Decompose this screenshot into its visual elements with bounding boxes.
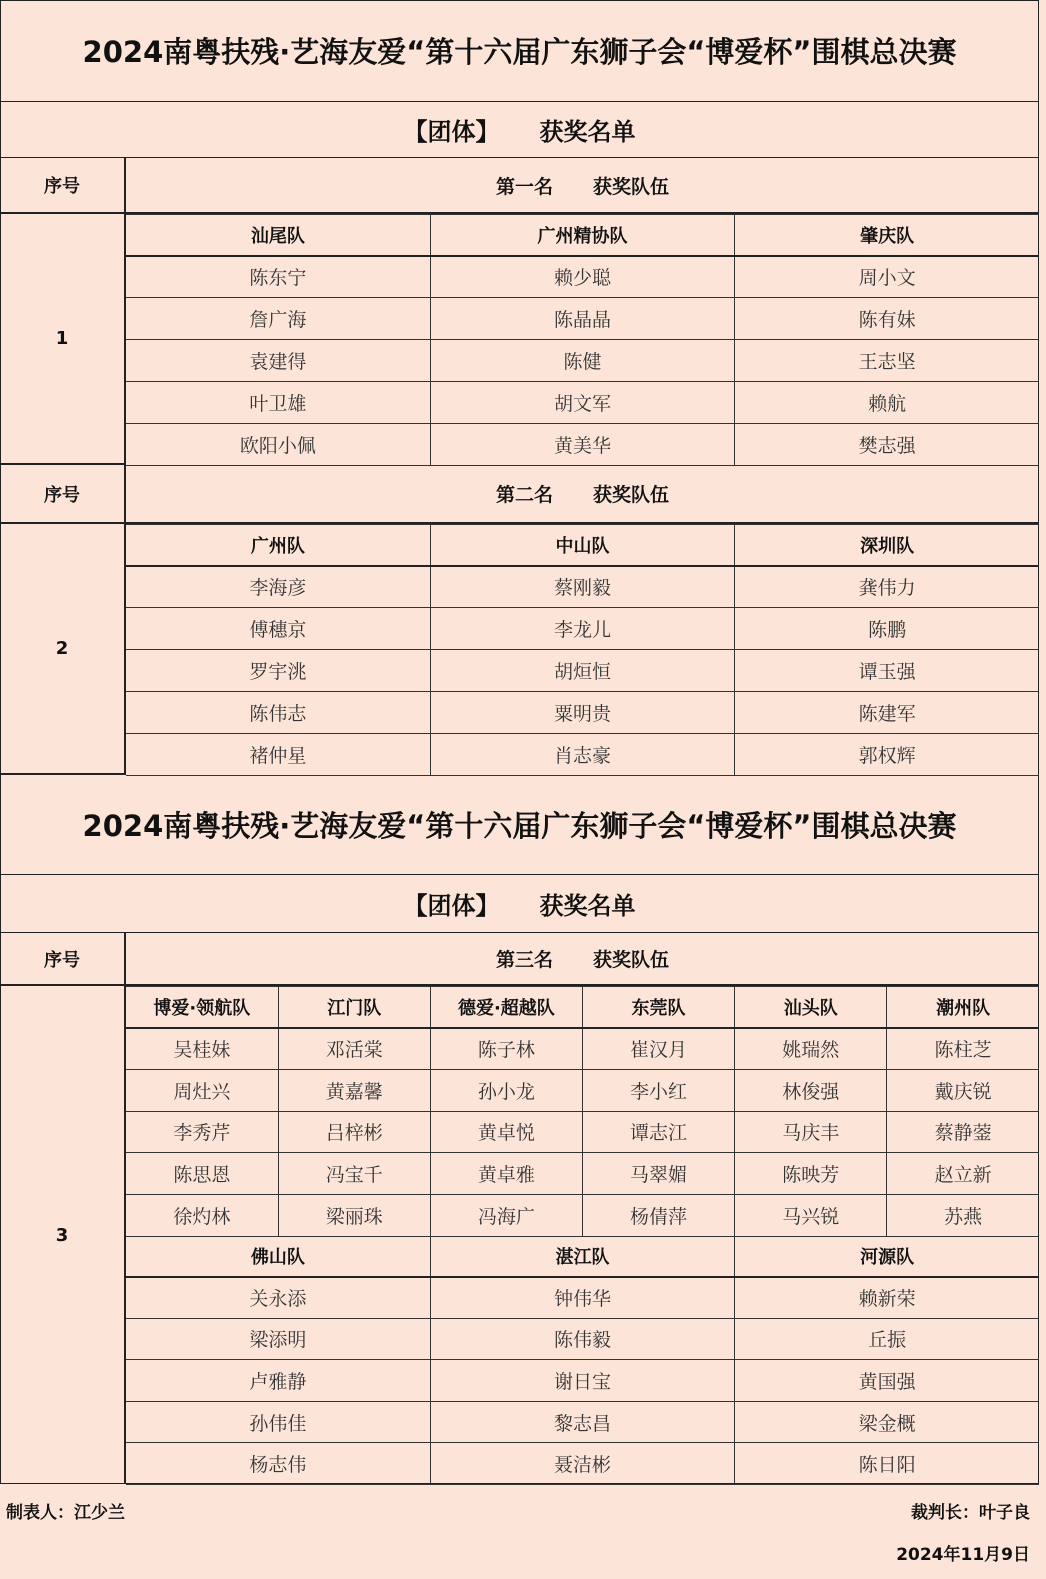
member-name: 蔡静蓥 (887, 1111, 1039, 1153)
member-name: 黄卓雅 (430, 1153, 582, 1195)
member-name: 叶卫雄 (126, 382, 430, 424)
table-row (126, 608, 1039, 650)
subtitle-left: 【团体】 (403, 892, 500, 920)
member-name: 聂洁彬 (430, 1443, 734, 1485)
member-name: 王志坚 (735, 340, 1039, 382)
table-row (126, 256, 1039, 298)
member-name: 李秀芹 (126, 1111, 278, 1153)
table-row (126, 1153, 1039, 1195)
member-name: 冯宝千 (278, 1153, 430, 1195)
seq-label: 序号 (0, 465, 126, 522)
page-subtitle (0, 102, 1039, 158)
member-name: 徐灼林 (126, 1195, 278, 1237)
team-name-header: 肇庆队 (735, 215, 1039, 256)
title-text: 2024南粤扶残·艺海友爱“第十六届广东狮子会“博爱杯”围棋总决赛 (82, 35, 957, 69)
table-row (126, 1443, 1039, 1485)
table-row (126, 1069, 1039, 1111)
member-name: 李海彦 (126, 566, 430, 608)
page-title (0, 0, 1039, 102)
team-name-header: 河源队 (735, 1237, 1039, 1277)
date-line: 2024年11月9日 (896, 1545, 1030, 1565)
table-row (126, 298, 1039, 340)
member-name: 黄卓悦 (430, 1111, 582, 1153)
member-name: 粟明贵 (430, 692, 734, 734)
member-name: 林俊强 (735, 1069, 887, 1111)
team-name-header: 广州精协队 (430, 215, 734, 256)
member-name: 陈伟志 (126, 692, 430, 734)
team-name-header: 中山队 (430, 525, 734, 566)
member-name: 姚瑞然 (735, 1028, 887, 1070)
member-name: 陈思恩 (126, 1153, 278, 1195)
table-row (126, 566, 1039, 608)
rank-header-1 (0, 158, 1039, 214)
member-name: 陈有妹 (735, 298, 1039, 340)
member-name: 赖新荣 (735, 1277, 1039, 1319)
member-name: 赖少聪 (430, 256, 734, 298)
member-name: 吴桂妹 (126, 1028, 278, 1070)
member-name: 杨倩萍 (582, 1195, 734, 1237)
rank-label: 第一名 获奖队伍 (495, 175, 670, 198)
page-subtitle-2 (0, 875, 1039, 933)
member-name: 蔡刚毅 (430, 566, 734, 608)
team-name-header: 湛江队 (430, 1237, 734, 1277)
team-name-header: 博爱·领航队 (126, 987, 278, 1028)
member-name: 龚伟力 (735, 566, 1039, 608)
member-name: 梁丽珠 (278, 1195, 430, 1237)
member-name: 梁金概 (735, 1401, 1039, 1443)
member-name: 陈建军 (735, 692, 1039, 734)
member-name: 罗宇洮 (126, 650, 430, 692)
subtitle-right: 获奖名单 (539, 892, 636, 920)
team-table-2 (126, 524, 1039, 776)
member-name: 陈日阳 (735, 1443, 1039, 1485)
member-name: 孙伟佳 (126, 1401, 430, 1443)
team-name-header: 东莞队 (582, 987, 734, 1028)
table-row (126, 340, 1039, 382)
seq-number: 2 (0, 524, 126, 775)
page-title-2 (0, 775, 1039, 875)
team-name-header: 汕头队 (735, 987, 887, 1028)
member-name: 马庆丰 (735, 1111, 887, 1153)
team-name-header: 江门队 (278, 987, 430, 1028)
member-name: 肖志豪 (430, 734, 734, 776)
member-name: 谭玉强 (735, 650, 1039, 692)
team-table-3b (126, 1236, 1039, 1485)
table-row (126, 1401, 1039, 1443)
member-name: 马翠媚 (582, 1153, 734, 1195)
team-name-header: 汕尾队 (126, 215, 430, 256)
maker-line: 制表人：江少兰 (6, 1503, 125, 1523)
table-row (126, 650, 1039, 692)
member-name: 陈子林 (430, 1028, 582, 1070)
member-name: 吕梓彬 (278, 1111, 430, 1153)
member-name: 关永添 (126, 1277, 430, 1319)
member-name: 胡烜恒 (430, 650, 734, 692)
table-row (126, 424, 1039, 466)
member-name: 卢雅静 (126, 1360, 430, 1402)
table-row (126, 1195, 1039, 1237)
member-name: 黄国强 (735, 1360, 1039, 1402)
member-name: 陈柱芝 (887, 1028, 1039, 1070)
table-row (126, 1318, 1039, 1360)
member-name: 李龙儿 (430, 608, 734, 650)
member-name: 赵立新 (887, 1153, 1039, 1195)
team-name-header: 佛山队 (126, 1237, 430, 1277)
team-table-1 (126, 214, 1039, 466)
subtitle-left: 【团体】 (403, 118, 500, 146)
member-name: 陈东宁 (126, 256, 430, 298)
rank-header-3 (0, 933, 1039, 986)
member-name: 陈伟毅 (430, 1318, 734, 1360)
member-name: 苏燕 (887, 1195, 1039, 1237)
member-name: 袁建得 (126, 340, 430, 382)
table-row (126, 1111, 1039, 1153)
title-text: 2024南粤扶残·艺海友爱“第十六届广东狮子会“博爱杯”围棋总决赛 (82, 809, 957, 843)
member-name: 郭权辉 (735, 734, 1039, 776)
member-name: 褚仲星 (126, 734, 430, 776)
member-name: 孙小龙 (430, 1069, 582, 1111)
member-name: 邓活棠 (278, 1028, 430, 1070)
member-name: 杨志伟 (126, 1443, 430, 1485)
seq-number: 3 (0, 986, 126, 1484)
member-name: 马兴锐 (735, 1195, 887, 1237)
member-name: 崔汉月 (582, 1028, 734, 1070)
member-name: 谢日宝 (430, 1360, 734, 1402)
table-row (126, 692, 1039, 734)
seq-number: 1 (0, 214, 126, 465)
member-name: 黎志昌 (430, 1401, 734, 1443)
rank-label: 第三名 获奖队伍 (495, 949, 670, 971)
team-name-header: 广州队 (126, 525, 430, 566)
table-row (126, 382, 1039, 424)
member-name: 黄美华 (430, 424, 734, 466)
member-name: 梁添明 (126, 1318, 430, 1360)
member-name: 丘振 (735, 1318, 1039, 1360)
rank-label: 第二名 获奖队伍 (495, 484, 670, 506)
table-row (126, 1277, 1039, 1319)
member-name: 谭志江 (582, 1111, 734, 1153)
member-name: 傅穗京 (126, 608, 430, 650)
table-row (126, 1360, 1039, 1402)
member-name: 詹广海 (126, 298, 430, 340)
team-name-header: 潮州队 (887, 987, 1039, 1028)
member-name: 樊志强 (735, 424, 1039, 466)
member-name: 黄嘉馨 (278, 1069, 430, 1111)
member-name: 钟伟华 (430, 1277, 734, 1319)
table-row (126, 734, 1039, 776)
member-name: 欧阳小佩 (126, 424, 430, 466)
seq-label: 序号 (0, 933, 126, 984)
member-name: 周灶兴 (126, 1069, 278, 1111)
member-name: 赖航 (735, 382, 1039, 424)
subtitle-right: 获奖名单 (539, 118, 636, 146)
referee-line: 裁判长：叶子良 (911, 1503, 1030, 1523)
member-name: 周小文 (735, 256, 1039, 298)
seq-label: 序号 (0, 158, 126, 212)
table-row (126, 1028, 1039, 1070)
member-name: 冯海广 (430, 1195, 582, 1237)
member-name: 陈鹏 (735, 608, 1039, 650)
member-name: 李小红 (582, 1069, 734, 1111)
member-name: 陈映芳 (735, 1153, 887, 1195)
member-name: 戴庆锐 (887, 1069, 1039, 1111)
team-name-header: 深圳队 (735, 525, 1039, 566)
team-table-3a (126, 986, 1039, 1237)
member-name: 陈晶晶 (430, 298, 734, 340)
rank-header-2 (0, 465, 1039, 524)
member-name: 胡文军 (430, 382, 734, 424)
member-name: 陈健 (430, 340, 734, 382)
team-name-header: 德爱·超越队 (430, 987, 582, 1028)
